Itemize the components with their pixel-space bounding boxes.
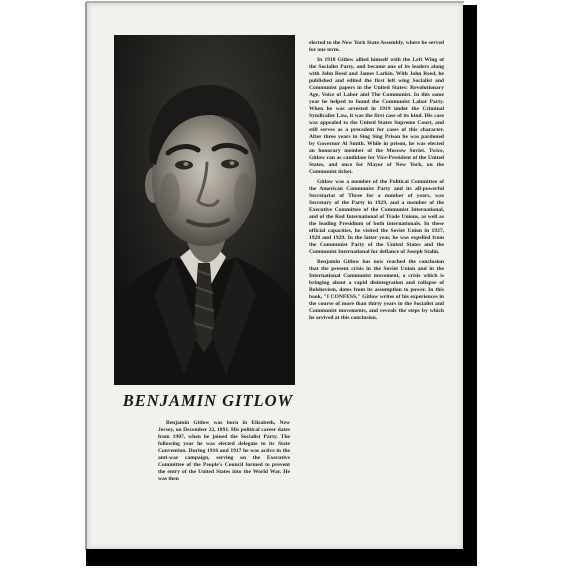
portrait-photo — [114, 35, 295, 385]
printed-page — [87, 3, 463, 549]
biography-column-left — [158, 420, 290, 548]
left-paragraph-1: Benjamin Gitlow was born in Elizabeth, New Jersey, on December 22, 1891. His political career dates from 1907, when he joined the Socialist Party. The following year he was elected delegate to its State Convention. During 1916 and 1917 he was active in the anti-war campaign, serving on the Executive Committee of the People's Council formed to prevent the entry of the United States into the World War. He was then — [158, 420, 290, 482]
portrait-caption: BENJAMIN GITLOW — [122, 391, 294, 410]
right-paragraph-3: Gitlow was a member of the Political Committee of the American Communist Party and its all-powerful Secretariat of Three for a number of years, was Secretary of the Party in 1929, and a member of the Executive Committee of the Communist International, and of the Red International of Trade Unions, as well as the leading Presidium of both internationals. In these official capacities, he visited the Soviet Union in 1927, 1928 and 1929. In the latter year, he was expelled from the Communist Party of the United States and the Communist International for defiance of Joseph Stalin. — [309, 179, 444, 255]
portrait-illustration — [114, 35, 295, 385]
right-paragraph-2: In 1918 Gitlow allied himself with the Left Wing of the Socialist Party, and became one of its leaders along with John Reed and James Larkin. With John Reed, he published and edited the first left wing Socialist and Communist papers in the United States: Revolutionary Age, Voice of Labor and The Communist. In this same year he helped to found the Communist Labor Party. When he was arrested in 1919 under the Criminal Syndicalist Law, it was the first case of its kind. His case was appealed to the United States Supreme Court, and still serves as a precedent for cases of this character. After three years in Sing Sing Prison he was pardoned by Governor Al Smith. While in prison, he was elected an honorary member of the Moscow Soviet. Twice, Gitlow ran as candidate for Vice-President of the United States, and once for Mayor of New York, on the Communist ticket. — [309, 57, 444, 175]
mount-frame-bottom — [86, 549, 477, 566]
biography-column-right — [309, 40, 444, 530]
mount-frame-right — [463, 5, 477, 566]
right-paragraph-4: Benjamin Gitlow has now reached the conclusion that the present crisis in the Soviet Union and in the International Communist movement, a crisis which is bringing about a rapid disintegration and collapse of Bolshevism, dates from its assumption to power. In this book, "I CONFESS," Gitlow writes of his experiences in the course of more than thirty years in the Socialist and Communist movements, and reveals the steps by which he arrived at this conclusion. — [309, 259, 444, 321]
right-paragraph-1: elected to the New York State Assembly, where he served for one term. — [309, 40, 444, 53]
